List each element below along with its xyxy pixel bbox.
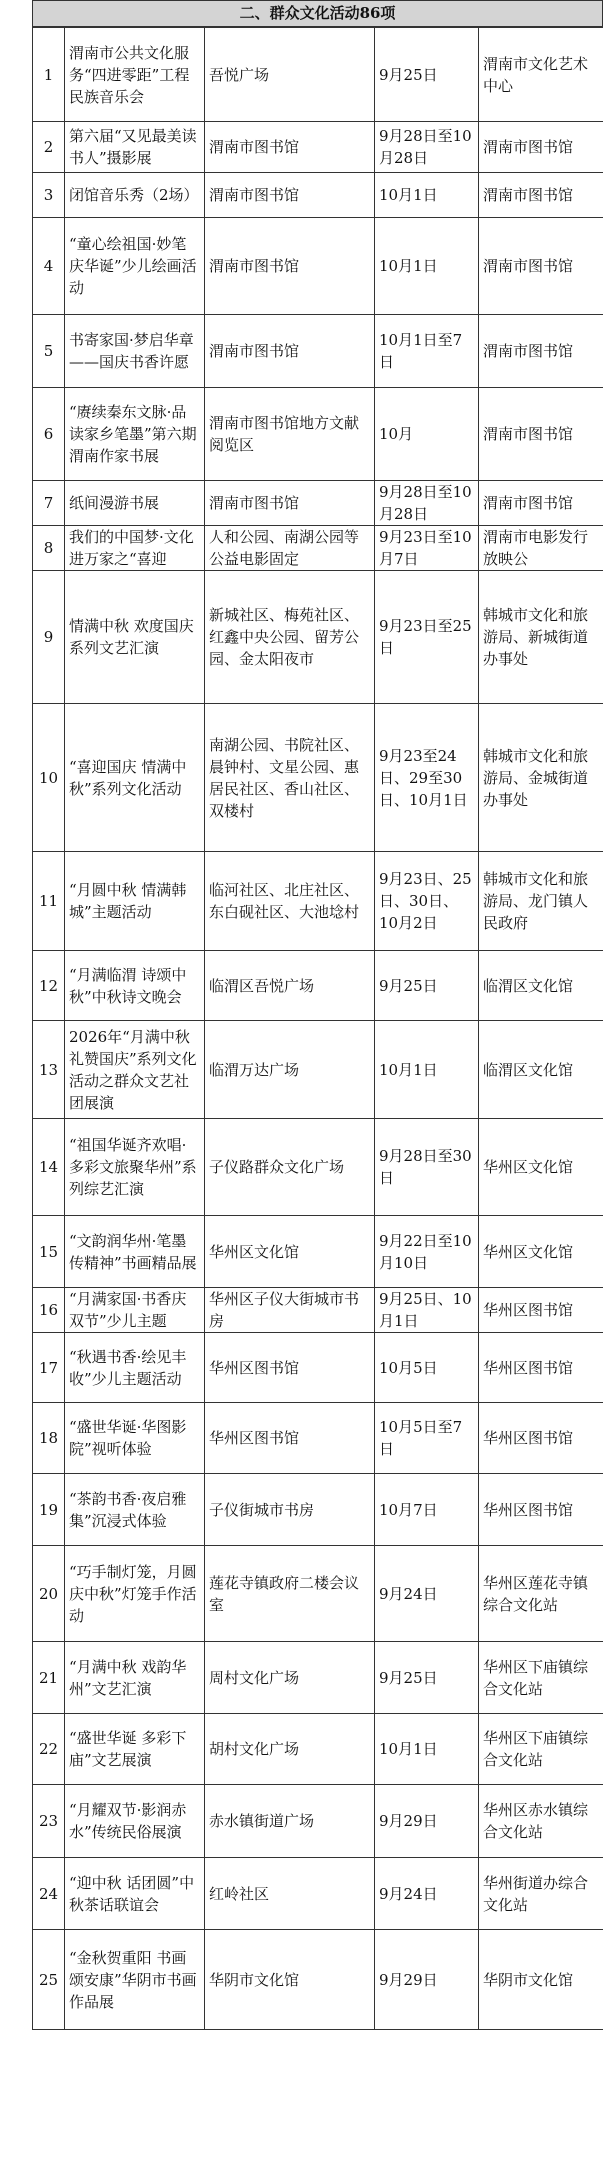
activity-time: 9月24日: [375, 1858, 479, 1930]
table-row: [33, 1930, 603, 2030]
row-number: 8: [33, 526, 65, 571]
table-row: [33, 571, 603, 704]
activity-name: “迎中秋 话团圆”中秋茶话联谊会: [65, 1858, 205, 1930]
row-number: 7: [33, 481, 65, 526]
row-number: 22: [33, 1714, 65, 1785]
section-title: 二、群众文化活动86项: [32, 0, 603, 27]
organizer: 渭南市文化艺术中心: [479, 28, 603, 122]
activity-time: 9月28日至10月28日: [375, 122, 479, 173]
activity-venue: 南湖公园、书院社区、晨钟村、文星公园、惠居民社区、香山社区、双楼村: [205, 704, 375, 852]
activity-venue: 华州区子仪大街城市书房: [205, 1288, 375, 1333]
table-row: [33, 1714, 603, 1785]
activity-venue: 华州区图书馆: [205, 1403, 375, 1474]
organizer: 渭南市电影发行放映公: [479, 526, 603, 571]
table-row: [33, 1642, 603, 1714]
row-number: 2: [33, 122, 65, 173]
table-row: [33, 315, 603, 388]
organizer: 渭南市图书馆: [479, 218, 603, 315]
row-number: 21: [33, 1642, 65, 1714]
activity-venue: 新城社区、梅苑社区、红鑫中央公园、留芳公园、金太阳夜市: [205, 571, 375, 704]
activity-venue: 华州区图书馆: [205, 1333, 375, 1403]
row-number: 17: [33, 1333, 65, 1403]
table-row: [33, 1333, 603, 1403]
activity-time: 10月7日: [375, 1474, 479, 1546]
table-row: [33, 1288, 603, 1333]
activity-venue: 华阴市文化馆: [205, 1930, 375, 2030]
activity-name: “茶韵书香·夜启雅集”沉浸式体验: [65, 1474, 205, 1546]
activity-venue: 渭南市图书馆: [205, 481, 375, 526]
activity-venue: 临渭万达广场: [205, 1021, 375, 1119]
row-number: 25: [33, 1930, 65, 2030]
activity-venue: 临河社区、北庄社区、东白砚社区、大池埝村: [205, 852, 375, 951]
activity-venue: 红岭社区: [205, 1858, 375, 1930]
activity-time: 9月22日至10月10日: [375, 1216, 479, 1288]
activity-time: 10月1日: [375, 173, 479, 218]
activity-name: “盛世华诞 多彩下庙”文艺展演: [65, 1714, 205, 1785]
organizer: 渭南市图书馆: [479, 481, 603, 526]
organizer: 渭南市图书馆: [479, 122, 603, 173]
organizer: 华州区文化馆: [479, 1119, 603, 1216]
organizer: 华州区图书馆: [479, 1474, 603, 1546]
row-number: 4: [33, 218, 65, 315]
activity-name: 渭南市公共文化服务“四进零距”工程民族音乐会: [65, 28, 205, 122]
table-row: [33, 1119, 603, 1216]
activity-venue: 周村文化广场: [205, 1642, 375, 1714]
activity-name: 2026年“月满中秋礼赞国庆”系列文化活动之群众文艺社团展演: [65, 1021, 205, 1119]
activity-time: 10月: [375, 388, 479, 481]
activity-time: 9月23日、25日、30日、10月2日: [375, 852, 479, 951]
table-row: [33, 1546, 603, 1642]
activity-time: 9月28日至30日: [375, 1119, 479, 1216]
activity-time: 9月25日: [375, 28, 479, 122]
organizer: 华州区莲花寺镇综合文化站: [479, 1546, 603, 1642]
activity-name: “喜迎国庆 情满中秋”系列文化活动: [65, 704, 205, 852]
table-row: [33, 852, 603, 951]
table-row: [33, 526, 603, 571]
activity-name: 闭馆音乐秀（2场）: [65, 173, 205, 218]
table-row: [33, 704, 603, 852]
activity-venue: 渭南市图书馆: [205, 218, 375, 315]
activity-venue: 胡村文化广场: [205, 1714, 375, 1785]
activity-table: [32, 27, 603, 2030]
table-row: [33, 951, 603, 1021]
organizer: 渭南市图书馆: [479, 315, 603, 388]
organizer: 华州区赤水镇综合文化站: [479, 1785, 603, 1858]
activity-name: 书寄家国·梦启华章——国庆书香许愿: [65, 315, 205, 388]
table-row: [33, 1858, 603, 1930]
row-number: 14: [33, 1119, 65, 1216]
organizer: 韩城市文化和旅游局、龙门镇人民政府: [479, 852, 603, 951]
row-number: 13: [33, 1021, 65, 1119]
activity-venue: 人和公园、南湖公园等公益电影固定: [205, 526, 375, 571]
activity-time: 10月1日: [375, 218, 479, 315]
table-row: [33, 1403, 603, 1474]
activity-time: 9月23日至10月7日: [375, 526, 479, 571]
row-number: 16: [33, 1288, 65, 1333]
activity-time: 9月25日: [375, 951, 479, 1021]
organizer: 华州区图书馆: [479, 1288, 603, 1333]
activity-venue: 渭南市图书馆: [205, 173, 375, 218]
row-number: 1: [33, 28, 65, 122]
activity-venue: 渭南市图书馆: [205, 315, 375, 388]
organizer: 华州区文化馆: [479, 1216, 603, 1288]
organizer: 华州区图书馆: [479, 1403, 603, 1474]
activity-name: “月圆中秋 情满韩城”主题活动: [65, 852, 205, 951]
activity-time: 9月29日: [375, 1930, 479, 2030]
activity-name: “秋遇书香·绘见丰收”少儿主题活动: [65, 1333, 205, 1403]
organizer: 华州区下庙镇综合文化站: [479, 1642, 603, 1714]
organizer: 临渭区文化馆: [479, 951, 603, 1021]
activity-name: 我们的中国梦·文化进万家之“喜迎: [65, 526, 205, 571]
organizer: 临渭区文化馆: [479, 1021, 603, 1119]
activity-time: 9月25日: [375, 1642, 479, 1714]
activity-name: “文韵润华州·笔墨传精神”书画精品展: [65, 1216, 205, 1288]
row-number: 11: [33, 852, 65, 951]
activity-venue: 渭南市图书馆地方文献阅览区: [205, 388, 375, 481]
row-number: 10: [33, 704, 65, 852]
activity-time: 10月1日: [375, 1021, 479, 1119]
organizer: 华州区图书馆: [479, 1333, 603, 1403]
row-number: 18: [33, 1403, 65, 1474]
activity-name: “童心绘祖国·妙笔庆华诞”少儿绘画活动: [65, 218, 205, 315]
activity-time: 9月28日至10月28日: [375, 481, 479, 526]
activity-time: 9月24日: [375, 1546, 479, 1642]
row-number: 23: [33, 1785, 65, 1858]
activity-name: “月满中秋 戏韵华州”文艺汇演: [65, 1642, 205, 1714]
activity-name: “赓续秦东文脉·品读家乡笔墨”第六期渭南作家书展: [65, 388, 205, 481]
activity-time: 9月23日至25日: [375, 571, 479, 704]
activity-sheet: [32, 0, 603, 2030]
activity-time: 10月1日至7日: [375, 315, 479, 388]
activity-name: 纸间漫游书展: [65, 481, 205, 526]
row-number: 9: [33, 571, 65, 704]
table-row: [33, 388, 603, 481]
activity-venue: 临渭区吾悦广场: [205, 951, 375, 1021]
activity-time: 10月1日: [375, 1714, 479, 1785]
organizer: 华州区下庙镇综合文化站: [479, 1714, 603, 1785]
organizer: 华州街道办综合文化站: [479, 1858, 603, 1930]
activity-time: 10月5日: [375, 1333, 479, 1403]
activity-time: 9月25日、10月1日: [375, 1288, 479, 1333]
activity-venue: 莲花寺镇政府二楼会议室: [205, 1546, 375, 1642]
activity-name: “月满临渭 诗颂中秋”中秋诗文晚会: [65, 951, 205, 1021]
row-number: 15: [33, 1216, 65, 1288]
table-row: [33, 122, 603, 173]
table-row: [33, 1216, 603, 1288]
table-row: [33, 1021, 603, 1119]
table-row: [33, 1785, 603, 1858]
activity-name: “金秋贺重阳 书画颂安康”华阴市书画作品展: [65, 1930, 205, 2030]
organizer: 韩城市文化和旅游局、金城街道办事处: [479, 704, 603, 852]
activity-time: 10月5日至7日: [375, 1403, 479, 1474]
row-number: 3: [33, 173, 65, 218]
row-number: 19: [33, 1474, 65, 1546]
activity-venue: 渭南市图书馆: [205, 122, 375, 173]
activity-name: “祖国华诞齐欢唱·多彩文旅聚华州”系列综艺汇演: [65, 1119, 205, 1216]
table-row: [33, 1474, 603, 1546]
row-number: 20: [33, 1546, 65, 1642]
organizer: 渭南市图书馆: [479, 388, 603, 481]
activity-name: 情满中秋 欢度国庆系列文艺汇演: [65, 571, 205, 704]
activity-name: “盛世华诞·华图影院”视听体验: [65, 1403, 205, 1474]
activity-name: “巧手制灯笼，月圆庆中秋”灯笼手作活动: [65, 1546, 205, 1642]
activity-venue: 赤水镇街道广场: [205, 1785, 375, 1858]
activity-name: 第六届“又见最美读书人”摄影展: [65, 122, 205, 173]
row-number: 12: [33, 951, 65, 1021]
row-number: 6: [33, 388, 65, 481]
table-row: [33, 218, 603, 315]
table-row: [33, 173, 603, 218]
organizer: 渭南市图书馆: [479, 173, 603, 218]
row-number: 5: [33, 315, 65, 388]
activity-time: 9月23至24日、29至30日、10月1日: [375, 704, 479, 852]
activity-venue: 华州区文化馆: [205, 1216, 375, 1288]
organizer: 华阴市文化馆: [479, 1930, 603, 2030]
table-row: [33, 28, 603, 122]
activity-time: 9月29日: [375, 1785, 479, 1858]
row-number: 24: [33, 1858, 65, 1930]
activity-venue: 子仪路群众文化广场: [205, 1119, 375, 1216]
activity-name: “月耀双节·影润赤水”传统民俗展演: [65, 1785, 205, 1858]
activity-venue: 吾悦广场: [205, 28, 375, 122]
table-row: [33, 481, 603, 526]
activity-venue: 子仪街城市书房: [205, 1474, 375, 1546]
organizer: 韩城市文化和旅游局、新城街道办事处: [479, 571, 603, 704]
activity-name: “月满家国·书香庆双节”少儿主题: [65, 1288, 205, 1333]
